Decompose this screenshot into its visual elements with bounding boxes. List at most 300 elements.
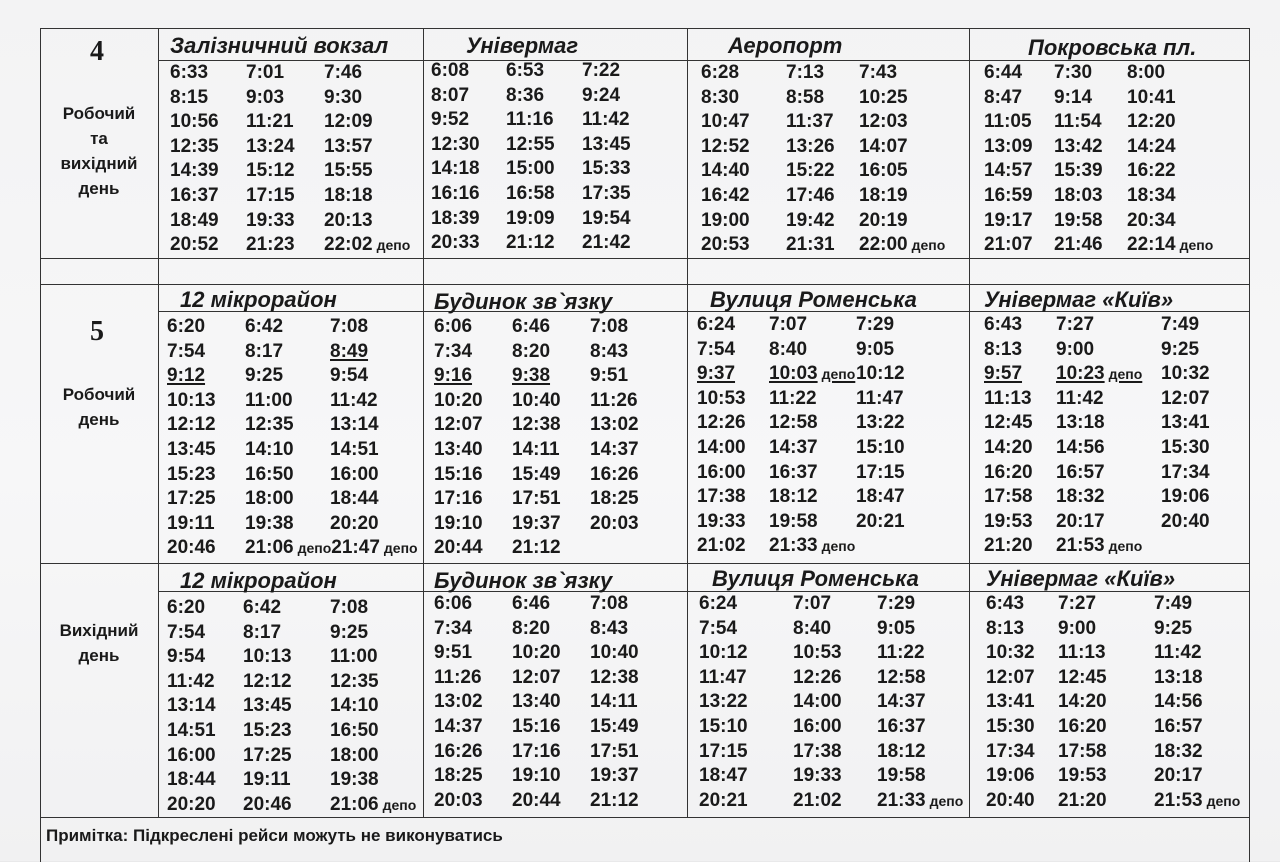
departure-time: 9:57 [984,363,1023,385]
time-row [699,789,963,814]
departure-time: 8:15 [170,86,209,108]
time-row [697,485,936,510]
departure-time: 9:03 [246,86,285,108]
stop-name: Будинок зв`язку [434,568,613,593]
depot-marker: депо [297,540,332,557]
departure-time: 14:10 [330,695,379,717]
departure-time: 20:13 [324,209,373,231]
departure-time: 16:59 [984,184,1033,206]
departure-time: 21:02 [793,789,842,811]
day-type-line: Робочий [62,385,136,404]
departure-time: 20:52 [170,234,219,256]
times-block [699,592,963,813]
time-row [167,621,416,646]
departure-time: 17:25 [167,488,216,510]
departure-time: 9:25 [1161,338,1200,360]
time-row [434,641,664,666]
time-row [986,592,1240,617]
departure-time: 17:16 [512,740,561,762]
times-block [170,61,410,258]
departure-time: 12:07 [1161,387,1210,409]
departure-time: 13:40 [512,691,561,713]
departure-time: 7:54 [699,617,738,639]
departure-time: 17:15 [856,461,905,483]
departure-time: 10:40 [590,642,639,664]
departure-time: 8:30 [701,86,740,108]
rule [969,28,970,817]
departure-time: 16:37 [877,715,926,737]
departure-time: 17:58 [1058,740,1107,762]
times-block [984,61,1213,258]
time-row [984,485,1231,510]
departure-time: 19:06 [1161,486,1210,508]
time-row [986,617,1240,642]
departure-time: 21:12 [506,232,555,254]
departure-time: 12:12 [167,414,216,436]
departure-time: 6:24 [697,314,736,335]
departure-time: 6:42 [245,316,284,337]
departure-time: 11:54 [1054,111,1102,133]
times-block [986,592,1240,813]
time-row [984,313,1231,338]
time-row [699,715,963,740]
departure-time: 20:46 [243,793,292,815]
time-row [701,184,945,209]
departure-time: 9:38 [512,365,551,387]
departure-time: 11:42 [167,670,215,692]
departure-time: 7:43 [859,62,898,83]
time-row [167,536,418,561]
departure-time: 18:19 [859,184,908,206]
departure-time: 21:02 [697,535,746,557]
departure-time: 18:00 [330,744,379,766]
time-row [699,740,963,765]
departure-time: 9:00 [1056,338,1095,360]
time-row [167,645,416,670]
rule [158,28,159,817]
departure-time: 9:37 [697,363,736,385]
departure-time: 10:12 [856,363,905,385]
departure-time: 11:26 [590,389,638,411]
departure-time: 12:30 [431,133,480,155]
departure-time: 7:29 [877,593,916,614]
departure-time: 18:32 [1056,486,1105,508]
departure-time: 15:16 [434,463,483,485]
departure-time: 17:34 [1161,461,1210,483]
departure-time: 17:34 [986,740,1035,762]
departure-time: 13:41 [986,691,1035,713]
departure-time: 19:17 [984,209,1033,231]
time-row [167,463,418,488]
time-row [431,231,658,256]
time-row [434,592,664,617]
departure-time: 17:35 [582,182,631,204]
departure-time: 7:08 [330,597,369,618]
departure-time: 11:42 [1056,387,1104,409]
departure-time: 20:17 [1154,765,1203,787]
time-row [984,534,1231,559]
time-row [986,690,1240,715]
departure-time: 21:31 [786,234,835,256]
time-row [434,364,664,389]
departure-time: 13:40 [434,438,483,460]
departure-time: 12:45 [984,412,1033,434]
time-row [701,209,945,234]
departure-time: 14:51 [330,438,379,460]
departure-time: 8:00 [1127,62,1166,83]
depot-marker: депо [1206,792,1241,809]
departure-time: 8:49 [330,340,369,362]
departure-time: 13:18 [1056,412,1105,434]
depot-marker: депо [1108,366,1143,383]
depot-marker: депо [383,540,418,557]
departure-time: 6:20 [167,316,206,337]
departure-time: 10:32 [986,642,1035,664]
departure-time: 11:21 [246,111,294,133]
depot-marker: депо [929,792,964,809]
departure-time: 13:41 [1161,412,1210,434]
departure-time: 11:05 [984,111,1032,133]
time-row [431,59,658,84]
departure-time: 21:47 депо [331,537,418,559]
departure-time: 15:00 [506,158,555,180]
departure-time: 20:33 [431,232,480,254]
departure-time: 14:10 [245,438,294,460]
departure-time: 14:51 [167,719,216,741]
time-row [167,512,418,537]
stop-name: Залізничний вокзал [170,33,389,58]
departure-time: 10:20 [512,642,561,664]
time-row [434,512,664,537]
time-row [434,340,664,365]
departure-time: 22:00 депо [859,234,946,256]
time-row [434,463,664,488]
departure-time: 9:52 [431,109,470,131]
departure-time: 8:40 [769,338,808,360]
depot-marker: депо [1108,538,1143,555]
departure-time: 9:12 [167,365,206,387]
departure-time: 19:11 [243,769,291,791]
day-type-line: та [90,129,108,148]
departure-time: 12:38 [590,666,639,688]
departure-time: 19:38 [245,512,294,534]
departure-time: 18:03 [1054,184,1103,206]
departure-time: 15:23 [167,463,216,485]
rule [40,258,1250,259]
departure-time: 17:15 [699,740,748,762]
departure-time: 15:10 [856,436,905,458]
departure-time: 19:00 [701,209,750,231]
departure-time: 7:54 [167,621,206,643]
departure-time: 14:37 [769,436,818,458]
depot-marker: депо [911,237,946,254]
day-type-label [44,618,154,668]
departure-time: 19:54 [582,207,631,229]
time-row [167,768,416,793]
departure-time: 17:58 [984,486,1033,508]
departure-time: 13:02 [590,414,639,436]
time-row [167,744,416,769]
time-row [170,135,410,160]
departure-time: 20:46 [167,537,216,559]
departure-time: 14:37 [434,715,483,737]
departure-time: 9:05 [856,338,895,360]
departure-time: 19:06 [986,765,1035,787]
departure-time: 6:46 [512,316,551,337]
departure-time: 13:45 [243,695,292,717]
times-block [697,313,936,559]
departure-time: 15:55 [324,160,373,182]
departure-time: 11:42 [330,389,378,411]
time-row [697,313,936,338]
departure-time: 10:32 [1161,363,1210,385]
departure-time: 10:23 депо [1056,363,1143,385]
departure-time: 15:23 [243,719,292,741]
departure-time: 10:03 депо [769,363,856,385]
departure-time: 21:07 [984,234,1033,256]
departure-time: 12:03 [859,111,908,133]
departure-time: 10:13 [167,389,216,411]
departure-time: 21:23 [246,234,295,256]
departure-time: 18:34 [1127,184,1176,206]
time-row [984,233,1213,258]
time-row [701,86,945,111]
departure-time: 11:00 [330,646,378,668]
time-row [167,340,418,365]
departure-time: 15:22 [786,160,835,182]
departure-time: 15:49 [512,463,561,485]
times-block [431,59,658,256]
time-row [167,438,418,463]
departure-time: 9:25 [1154,617,1193,639]
stop-name: Покровська пл. [1028,35,1197,60]
departure-time: 19:33 [793,765,842,787]
departure-time: 18:47 [699,765,748,787]
day-type-line: Робочий [62,104,136,123]
departure-time: 8:17 [245,340,284,362]
departure-time: 10:56 [170,111,219,133]
depot-marker: депо [821,366,856,383]
departure-time: 19:10 [512,765,561,787]
departure-time: 8:43 [590,617,629,639]
time-row [984,338,1231,363]
depot-marker: депо [376,237,411,254]
departure-time: 17:46 [786,184,835,206]
departure-time: 14:39 [170,160,219,182]
departure-time: 21:42 [582,232,631,254]
departure-time: 19:42 [786,209,835,231]
day-type-label [44,101,154,201]
departure-time: 7:27 [1058,593,1097,614]
departure-time: 12:58 [877,666,926,688]
departure-time: 7:08 [330,316,369,337]
departure-time: 10:53 [697,387,746,409]
departure-time: 19:09 [506,207,555,229]
departure-time: 10:20 [434,389,483,411]
departure-time: 18:47 [856,486,905,508]
departure-time: 18:44 [167,769,216,791]
time-row [984,362,1231,387]
depot-marker: депо [382,796,417,813]
rule [40,284,1250,285]
departure-time: 16:37 [769,461,818,483]
time-row [170,233,410,258]
departure-time: 14:24 [1127,135,1176,157]
time-row [167,389,418,414]
time-row [701,159,945,184]
departure-time: 15:30 [1161,436,1210,458]
route-number: 5 [90,316,104,347]
departure-time: 13:24 [246,135,295,157]
departure-time: 13:57 [324,135,373,157]
departure-time: 18:25 [434,765,483,787]
departure-time: 8:13 [984,338,1023,360]
time-row [170,110,410,135]
departure-time: 12:35 [170,135,219,157]
departure-time: 13:45 [582,133,631,155]
time-row [431,133,658,158]
departure-time: 19:38 [330,769,379,791]
departure-time: 6:42 [243,597,282,618]
departure-time: 14:11 [512,438,560,460]
departure-time: 20:20 [167,793,216,815]
time-row [697,510,936,535]
departure-time: 11:22 [769,387,817,409]
departure-time: 12:09 [324,111,373,133]
departure-time: 10:13 [243,646,292,668]
departure-time: 13:18 [1154,666,1203,688]
departure-time: 17:16 [434,488,483,510]
time-row [167,793,416,818]
time-row [699,617,963,642]
stop-name: Будинок зв`язку [434,289,613,314]
depot-marker: депо [1179,237,1214,254]
time-row [170,159,410,184]
time-row [167,413,418,438]
time-row [170,209,410,234]
stop-name: Універмаг «Київ» [984,287,1174,312]
departure-time: 19:58 [769,510,818,532]
time-row [434,315,664,340]
time-row [431,182,658,207]
departure-time: 18:12 [769,486,818,508]
departure-time: 19:33 [246,209,295,231]
times-block [434,315,664,561]
departure-time: 9:05 [877,617,916,639]
departure-time: 14:00 [793,691,842,713]
departure-time: 16:50 [330,719,379,741]
departure-time: 14:56 [1056,436,1105,458]
departure-time: 19:58 [1054,209,1103,231]
time-row [984,184,1213,209]
departure-time: 19:58 [877,765,926,787]
departure-time: 13:14 [167,695,216,717]
departure-time: 19:11 [167,512,215,534]
departure-time: 8:40 [793,617,832,639]
stop-name: Вулиця Роменська [712,566,919,591]
departure-time: 6:06 [434,593,473,614]
departure-time: 19:53 [1058,765,1107,787]
departure-time: 9:25 [245,365,284,387]
time-row [699,592,963,617]
time-row [697,461,936,486]
departure-time: 7:22 [582,60,621,81]
departure-time: 22:14 депо [1127,234,1214,256]
departure-time: 9:30 [324,86,363,108]
time-row [984,209,1213,234]
departure-time: 16:00 [330,463,379,485]
departure-time: 7:34 [434,340,473,362]
time-row [984,135,1213,160]
departure-time: 9:14 [1054,86,1093,108]
departure-time: 21:46 [1054,234,1103,256]
departure-time: 6:24 [699,593,738,614]
time-row [699,690,963,715]
time-row [434,666,664,691]
departure-time: 12:55 [506,133,555,155]
departure-time: 14:20 [1058,691,1107,713]
departure-time: 8:13 [986,617,1025,639]
departure-time: 15:16 [512,715,561,737]
departure-time: 17:15 [246,184,295,206]
time-row [434,690,664,715]
departure-time: 14:37 [590,438,639,460]
departure-time: 21:12 [590,789,639,811]
time-row [167,364,418,389]
day-type-line: вихідний [60,154,138,173]
time-row [701,110,945,135]
departure-time: 15:30 [986,715,1035,737]
departure-time: 12:45 [1058,666,1107,688]
departure-time: 21:06 депо [330,793,417,815]
departure-time: 7:46 [324,62,363,83]
time-row [699,641,963,666]
time-row [697,362,936,387]
time-row [986,715,1240,740]
departure-time: 8:20 [512,617,551,639]
time-row [434,789,664,814]
departure-time: 6:43 [984,314,1023,335]
departure-time: 12:07 [512,666,561,688]
departure-time: 17:51 [512,488,561,510]
departure-time: 14:11 [590,691,638,713]
departure-time: 20:17 [1056,510,1105,532]
departure-time: 12:07 [434,414,483,436]
departure-time: 19:33 [697,510,746,532]
departure-time: 12:26 [697,412,746,434]
time-row [434,487,664,512]
departure-time: 20:40 [986,789,1035,811]
departure-time: 16:50 [245,463,294,485]
departure-time: 16:57 [1154,715,1203,737]
departure-time: 18:12 [877,740,926,762]
time-row [984,411,1231,436]
departure-time: 19:10 [434,512,483,534]
rule [40,563,1250,564]
departure-time: 11:26 [434,666,482,688]
departure-time: 11:37 [786,111,834,133]
departure-time: 16:22 [1127,160,1176,182]
time-row [167,596,416,621]
departure-time: 16:37 [170,184,219,206]
departure-time: 9:16 [434,365,473,387]
departure-time: 6:43 [986,593,1025,614]
time-row [984,61,1213,86]
time-row [434,740,664,765]
stop-name: Аеропорт [728,33,843,58]
departure-time: 21:12 [512,537,561,559]
time-row [984,510,1231,535]
